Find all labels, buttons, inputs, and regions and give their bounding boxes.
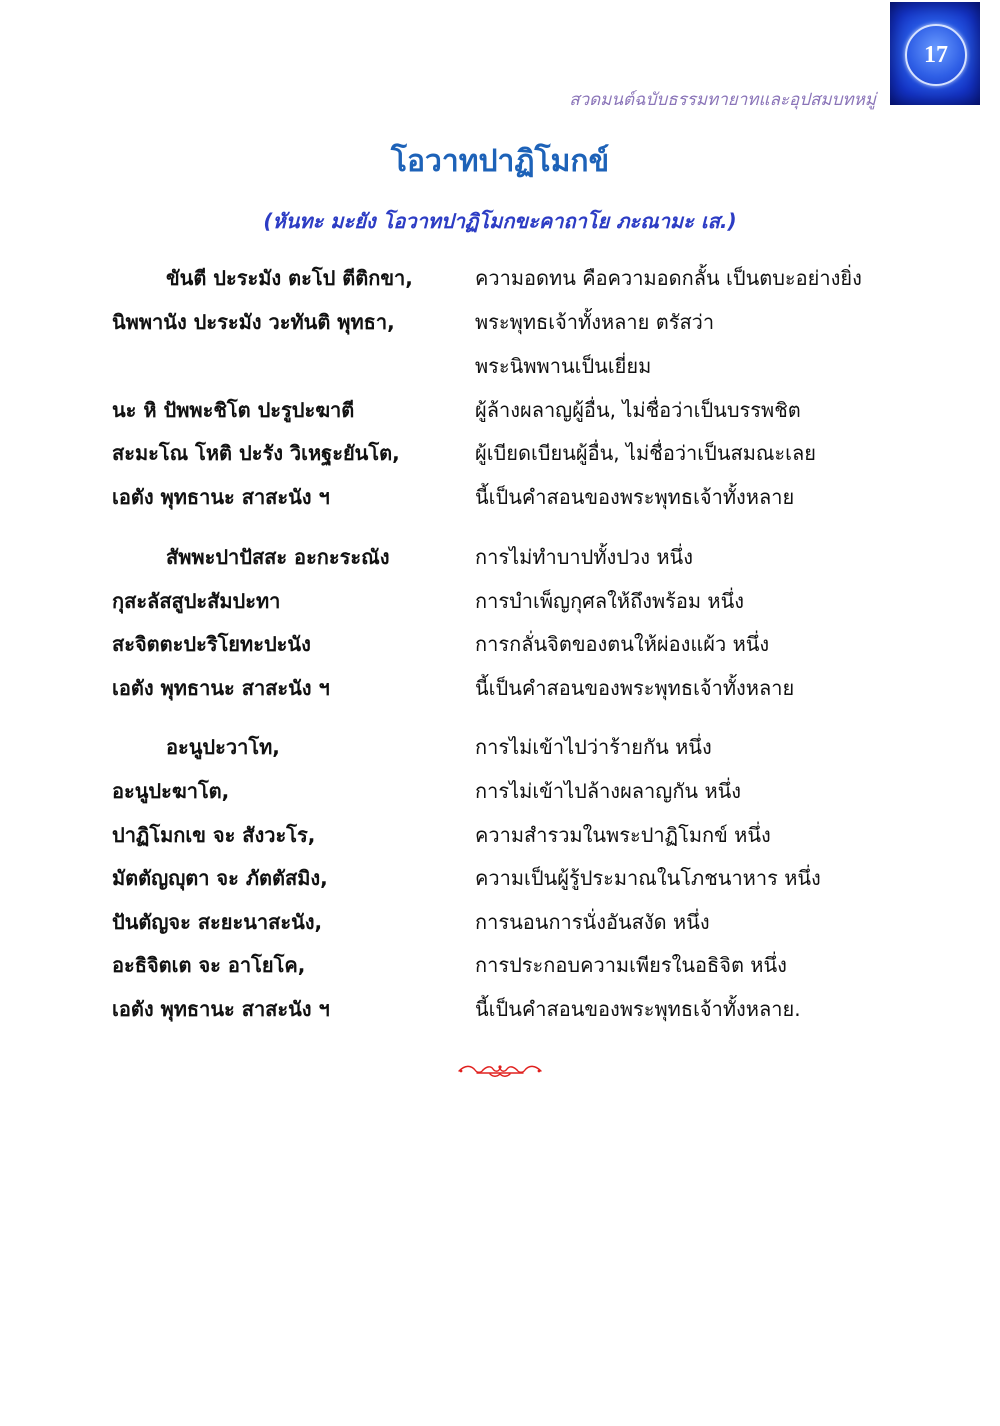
verse-line [0, 775, 1000, 815]
translation-text: การกลั่นจิตของตนให้ผ่องแผ้ว หนึ่ง [475, 632, 770, 656]
pali-text: เอตัง พุทธานะ สาสะนัง ฯ [112, 676, 330, 700]
verse-line [0, 819, 1000, 859]
translation-text: การไม่เข้าไปล้างผลาญกัน หนึ่ง [475, 779, 742, 803]
page-number: 17 [924, 41, 948, 68]
verse-line [0, 306, 1000, 346]
pali-text: เอตัง พุทธานะ สาสะนัง ฯ [112, 485, 330, 509]
verse-line [0, 350, 1000, 390]
translation-text: การไม่ทำบาปทั้งปวง หนึ่ง [475, 545, 693, 569]
translation-text: นี้เป็นคำสอนของพระพุทธเจ้าทั้งหลาย. [475, 997, 801, 1021]
verse-line [0, 628, 1000, 668]
translation-text: พระพุทธเจ้าทั้งหลาย ตรัสว่า [475, 310, 715, 334]
pali-text: นิพพานัง ปะระมัง วะทันติ พุทธา, [112, 310, 395, 334]
page-number-badge [905, 24, 967, 86]
translation-text: พระนิพพานเป็นเยี่ยม [475, 354, 652, 378]
pali-text: อะนูปะฆาโต, [112, 779, 230, 803]
translation-text: ผู้ล้างผลาญผู้อื่น, ไม่ชื่อว่าเป็นบรรพชิต [475, 398, 801, 422]
verse-line [0, 262, 1000, 302]
translation-text: นี้เป็นคำสอนของพระพุทธเจ้าทั้งหลาย [475, 676, 795, 700]
translation-text: ความเป็นผู้รู้ประมาณในโภชนาหาร หนึ่ง [475, 866, 821, 890]
verse-line [0, 394, 1000, 434]
verse-line [0, 906, 1000, 946]
page-number-tab [890, 2, 980, 105]
translation-text: ผู้เบียดเบียนผู้อื่น, ไม่ชื่อว่าเป็นสมณะเลย [475, 441, 816, 465]
running-header: สวดมนต์ฉบับธรรมทายาทและอุปสมบทหมู่ [569, 90, 876, 110]
translation-text: ความอดทน คือความอดกลั้น เป็นตบะอย่างยิ่ง [475, 266, 862, 290]
translation-text: นี้เป็นคำสอนของพระพุทธเจ้าทั้งหลาย [475, 485, 795, 509]
pali-text: อะธิจิตเต จะ อาโยโค, [112, 953, 306, 977]
verse-line [0, 585, 1000, 625]
verse-line [0, 731, 1000, 771]
translation-text: การไม่เข้าไปว่าร้ายกัน หนึ่ง [475, 735, 712, 759]
verse-line [0, 672, 1000, 712]
verse-line [0, 993, 1000, 1033]
pali-text: มัตตัญญุตา จะ ภัตตัสมิง, [112, 866, 328, 890]
pali-text: กุสะลัสสูปะสัมปะทา [112, 589, 281, 613]
pali-text: สะจิตตะปะริโยทะปะนัง [112, 632, 311, 656]
pali-text: นะ หิ ปัพพะชิโต ปะรูปะฆาตี [112, 398, 355, 422]
verse-line [0, 481, 1000, 521]
pali-text: เอตัง พุทธานะ สาสะนัง ฯ [112, 997, 330, 1021]
chant-invitation: (หันทะ มะยัง โอวาทปาฏิโมกขะคาถาโย ภะณามะ เส.) [263, 209, 737, 233]
pali-text: สะมะโณ โหติ ปะรัง วิเหฐะยันโต, [112, 441, 400, 465]
pali-text: ขันตี ปะระมัง ตะโป ตีติกขา, [166, 266, 413, 290]
translation-text: การนอนการนั่งอันสงัด หนึ่ง [475, 910, 710, 934]
verse-line [0, 862, 1000, 902]
translation-text: ความสำรวมในพระปาฏิโมกข์ หนึ่ง [475, 823, 771, 847]
verse-line [0, 949, 1000, 989]
verse-line [0, 437, 1000, 477]
floral-divider-icon [457, 1062, 543, 1078]
translation-text: การบำเพ็ญกุศลให้ถึงพร้อม หนึ่ง [475, 589, 745, 613]
pali-text: ปาฏิโมกเข จะ สังวะโร, [112, 823, 316, 847]
pali-text: ปันตัญจะ สะยะนาสะนัง, [112, 910, 323, 934]
pali-text: อะนูปะวาโท, [166, 735, 280, 759]
page-title: โอวาทปาฏิโมกข์ [390, 144, 610, 179]
verse-line [0, 541, 1000, 581]
translation-text: การประกอบความเพียรในอธิจิต หนึ่ง [475, 953, 787, 977]
pali-text: สัพพะปาปัสสะ อะกะระณัง [166, 545, 390, 569]
